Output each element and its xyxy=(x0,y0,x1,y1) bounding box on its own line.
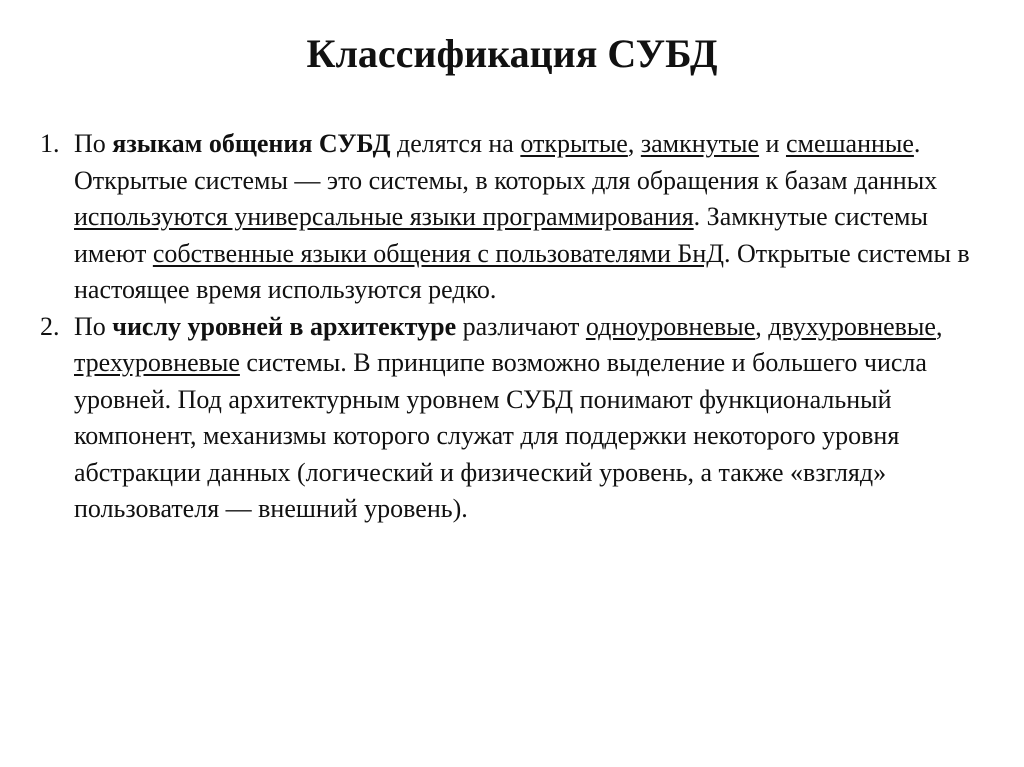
text-segment-underlined: открытые xyxy=(520,129,628,158)
text-segment-underlined: собственные языки общения с пользователями БнД xyxy=(152,238,724,268)
text-segment: . Открытые системы в настоящее время используются редко. xyxy=(74,238,970,304)
text-segment-underlined: используются универсальные языки программирования xyxy=(74,202,694,231)
text-segment: различают xyxy=(456,311,586,341)
text-segment: системы. В принципе возможно выделение и большего числа уровней. Под архитектурным уровнем СУБД понимают функциональный компонент, механизмы которого служат для поддержки некоторого уровня абстракции данных (логический и физический уровень, а также «взгляд» пользователя — внешний уровень). xyxy=(74,348,927,523)
text-segment: и xyxy=(759,129,786,158)
slide-title: Классификация СУБД xyxy=(306,31,718,76)
text-segment: , xyxy=(755,311,769,341)
item-number: 1. xyxy=(40,129,60,158)
list-item-1 xyxy=(40,126,990,309)
text-segment-bold: числу уровней в архитектуре xyxy=(112,311,457,341)
text-segment: . Открытые системы — это системы, в которых для обращения к базам данных xyxy=(74,129,938,195)
text-segment: . Замкнутые системы имеют xyxy=(74,202,928,268)
text-segment: , xyxy=(627,129,641,158)
text-segment: По xyxy=(74,311,113,341)
text-segment: , xyxy=(935,311,943,341)
text-segment: делятся на xyxy=(390,129,521,158)
text-segment-underlined: замкнутые xyxy=(640,129,760,158)
list-item-2 xyxy=(40,309,990,528)
text-segment-bold: языкам общения СУБД xyxy=(112,129,391,158)
text-segment-underlined: смешанные xyxy=(785,129,914,158)
text-segment-underlined: двухуровневые xyxy=(768,311,936,341)
item-number: 2. xyxy=(40,311,60,341)
slide-body xyxy=(40,126,990,528)
text-segment: По xyxy=(74,129,113,158)
text-segment-underlined: одноуровневые xyxy=(585,311,756,341)
text-segment-underlined: трехуровневые xyxy=(74,348,240,377)
